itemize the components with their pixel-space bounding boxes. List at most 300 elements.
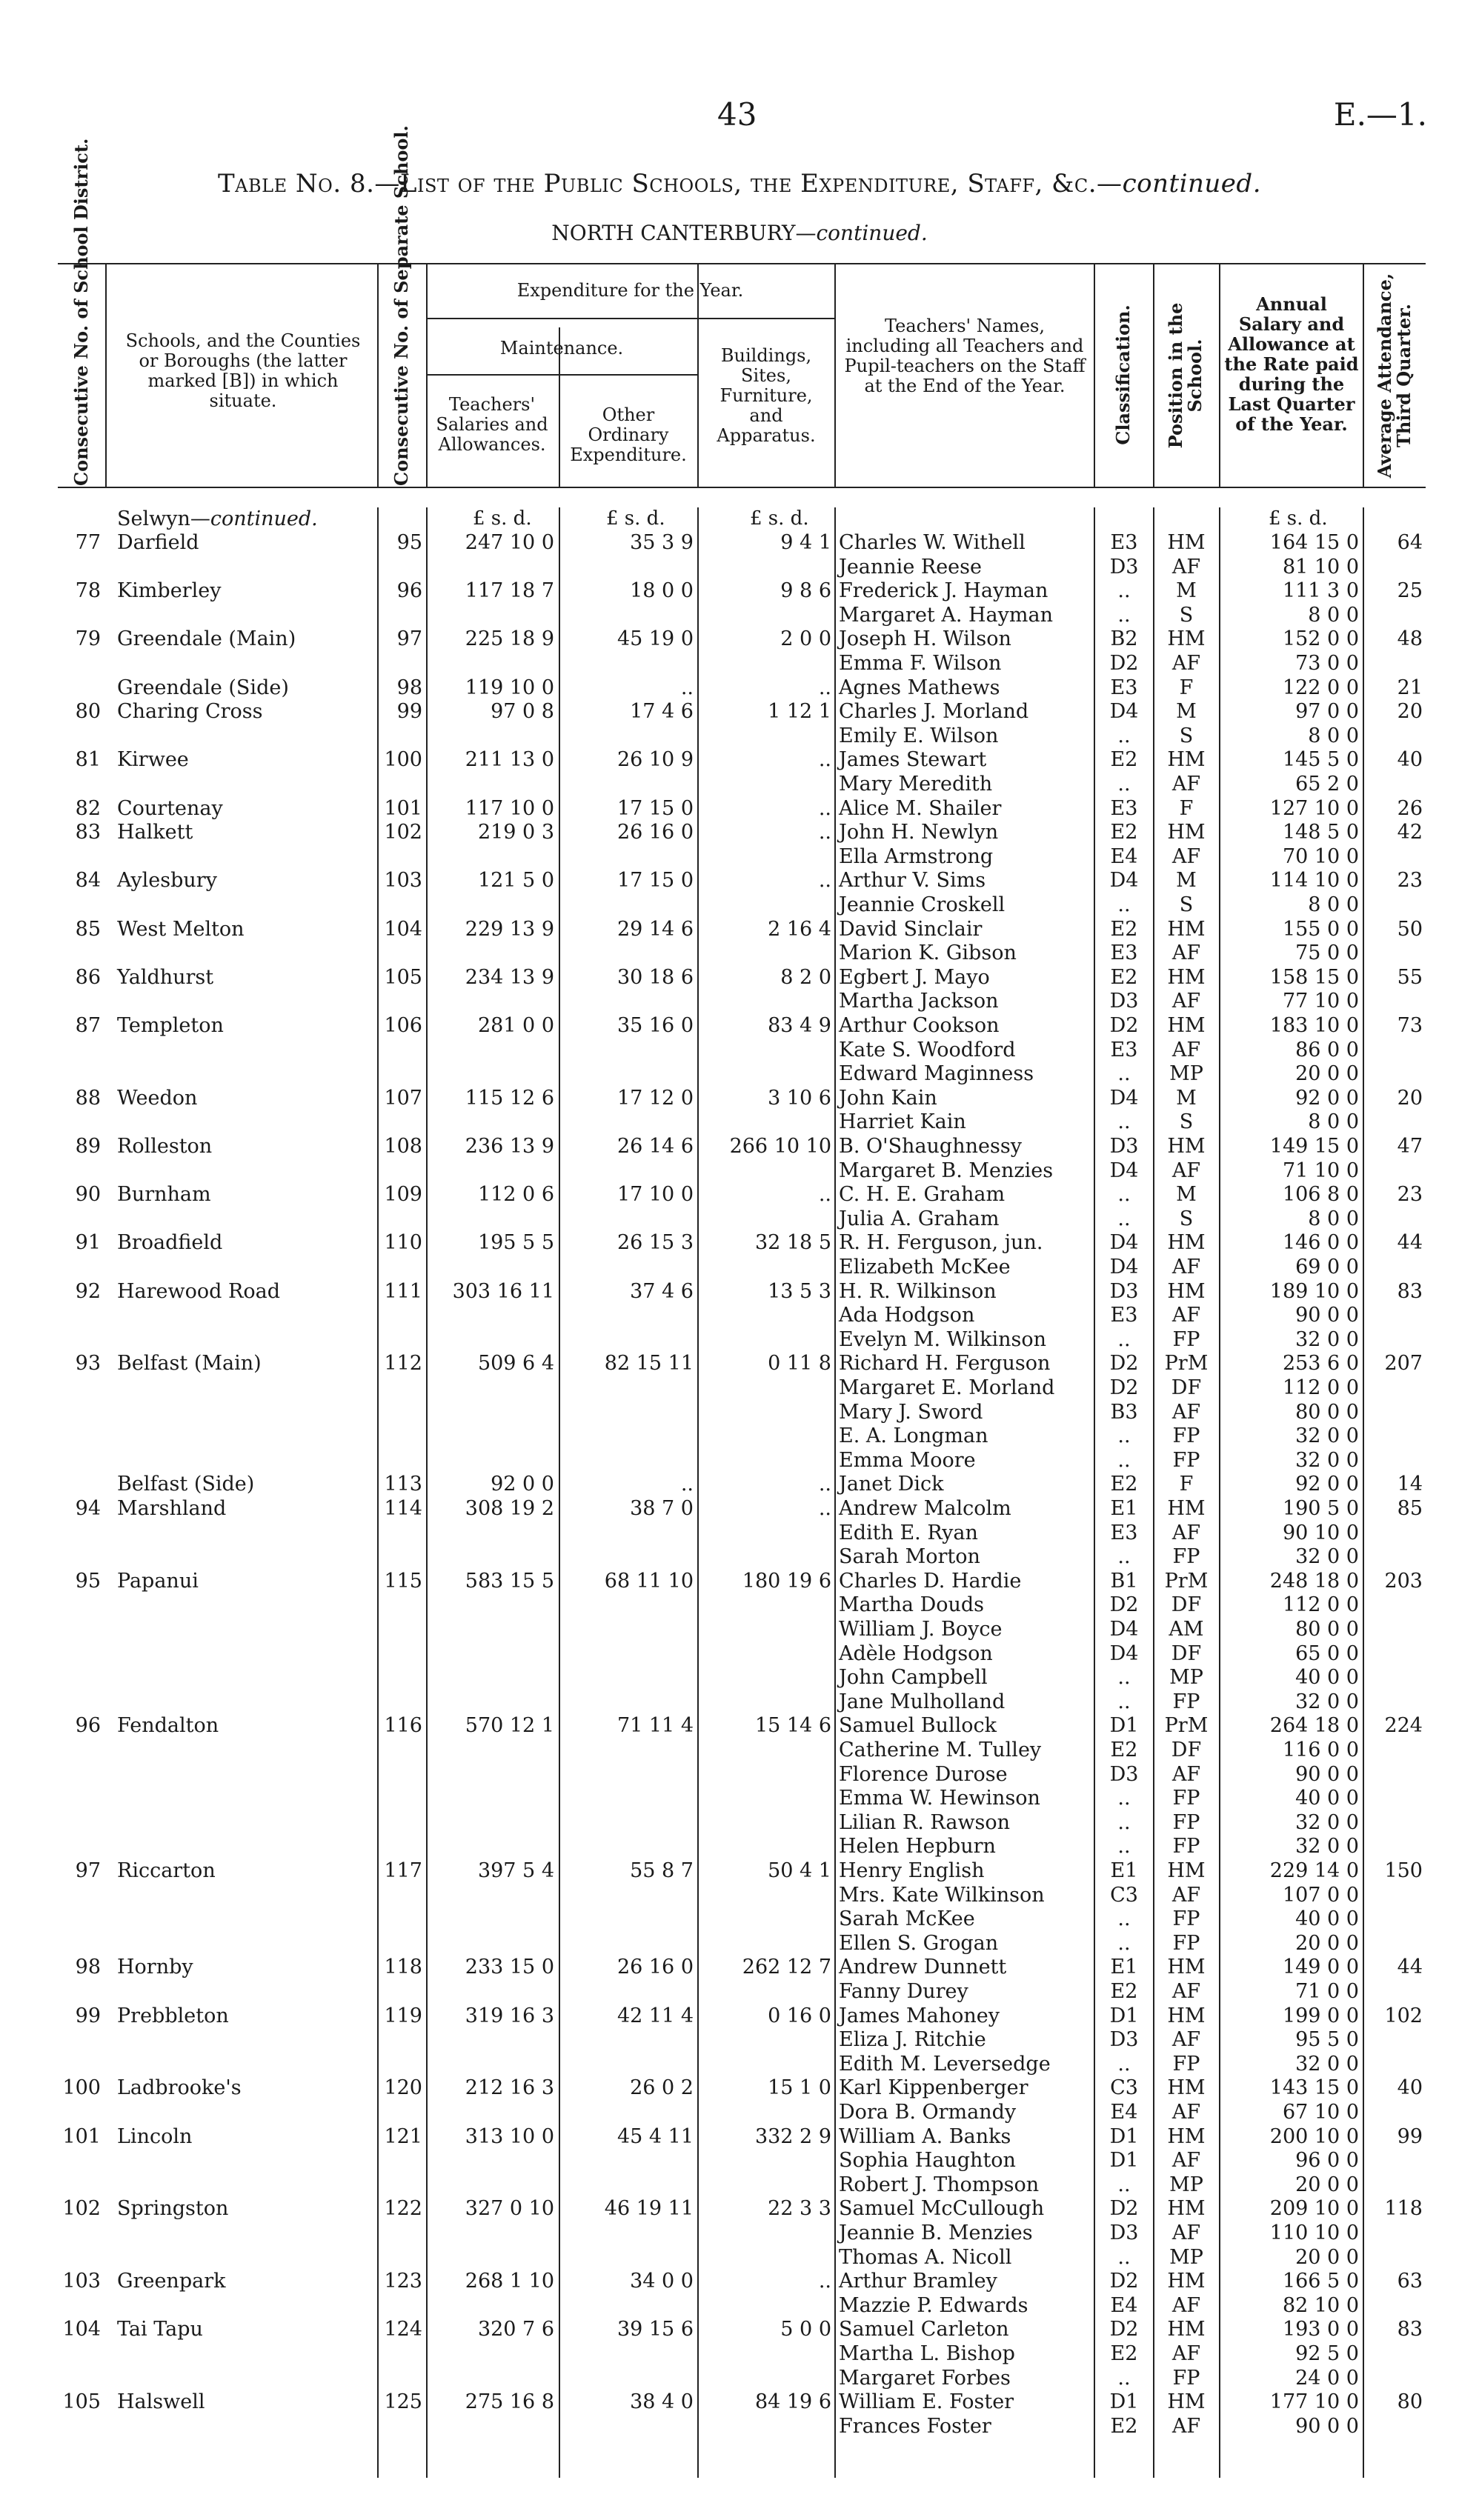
- buildings: 15 14 6: [754, 1714, 831, 1738]
- school-name: Kirwee: [117, 748, 189, 772]
- table-row: [58, 1521, 1426, 1545]
- buildings: ..: [818, 1183, 831, 1207]
- school-name: West Melton: [117, 917, 245, 941]
- other-expenditure: 35 16 0: [616, 1014, 694, 1037]
- salaries: 112 0 6: [477, 1183, 554, 1207]
- header-consecutive-district: Consecutive No. of School District.: [70, 138, 92, 486]
- position: AF: [1171, 2221, 1201, 2244]
- header-maintenance: Maintenance.: [499, 338, 624, 359]
- annual-salary: 32 0 0: [1295, 1327, 1359, 1351]
- average-attendance: 42: [1397, 821, 1423, 844]
- separate-number: 100: [384, 748, 422, 772]
- annual-salary: 69 0 0: [1295, 1256, 1359, 1279]
- teacher-name: Catherine M. Tulley: [839, 1739, 1042, 1761]
- separate-number: 117: [384, 1859, 422, 1882]
- salaries: 211 13 0: [465, 748, 554, 772]
- other-expenditure: 17 12 0: [616, 1086, 694, 1110]
- position: AF: [1171, 2101, 1201, 2124]
- annual-salary: 80 0 0: [1295, 1618, 1359, 1641]
- position: HM: [1167, 1014, 1206, 1037]
- position: M: [1176, 1086, 1197, 1110]
- units-buildings: £ s. d.: [750, 507, 809, 530]
- classification: ..: [1117, 2052, 1131, 2076]
- teacher-name: Lilian R. Rawson: [839, 1810, 1011, 1834]
- table-row: [58, 652, 1426, 676]
- teacher-name: Charles J. Morland: [839, 700, 1029, 724]
- position: S: [1179, 893, 1194, 916]
- school-name: Marshland: [117, 1497, 227, 1520]
- table-row: [58, 1666, 1426, 1690]
- position: HM: [1167, 1231, 1206, 1255]
- table-row: [58, 1256, 1426, 1279]
- district-number: 94: [75, 1497, 101, 1520]
- position: AF: [1171, 941, 1201, 965]
- classification: E3: [1110, 1304, 1138, 1327]
- buildings: 0 16 0: [768, 2004, 831, 2027]
- teacher-name: Martha Douds: [839, 1593, 985, 1617]
- other-expenditure: 71 11 4: [616, 1714, 694, 1738]
- table-row: [58, 2028, 1426, 2052]
- header-expenditure: Expenditure for the Year.: [516, 280, 744, 301]
- annual-salary: 67 10 0: [1282, 2101, 1359, 2124]
- units-annual: £ s. d.: [1269, 507, 1328, 530]
- teacher-name: David Sinclair: [839, 917, 983, 941]
- district-number: 97: [75, 1859, 101, 1882]
- annual-salary: 146 0 0: [1282, 1231, 1359, 1255]
- salaries: 327 0 10: [465, 2197, 554, 2221]
- school-name: Greendale (Main): [117, 627, 296, 651]
- classification: E3: [1110, 531, 1138, 554]
- district-number: 80: [75, 700, 101, 724]
- other-expenditure: 26 10 9: [616, 748, 694, 772]
- buildings: 1 12 1: [768, 700, 831, 724]
- classification: ..: [1117, 603, 1131, 627]
- district-number: 103: [62, 2270, 101, 2293]
- teacher-name: James Mahoney: [839, 2004, 1000, 2027]
- table-title-main: List of the Public Schools, the Expenditure, Staff, &c.—: [399, 169, 1123, 199]
- separate-number: 125: [384, 2390, 422, 2414]
- classification: ..: [1117, 1183, 1131, 1207]
- classification: E1: [1110, 1956, 1138, 1979]
- table-row: [58, 1183, 1426, 1207]
- salaries: 281 0 0: [477, 1014, 554, 1037]
- teacher-name: Mazzie P. Edwards: [839, 2293, 1028, 2317]
- teacher-name: E. A. Longman: [839, 1424, 988, 1448]
- district-number: 78: [75, 579, 101, 603]
- classification: ..: [1117, 1327, 1131, 1351]
- table-row: [58, 869, 1426, 893]
- classification: E3: [1110, 1038, 1138, 1061]
- classification: E2: [1110, 1739, 1138, 1761]
- teacher-name: B. O'Shaughnessy: [839, 1135, 1022, 1158]
- position: PrM: [1164, 1352, 1209, 1376]
- district-number: 90: [75, 1183, 101, 1207]
- average-attendance: 44: [1397, 1956, 1423, 1979]
- annual-salary: 80 0 0: [1295, 1400, 1359, 1424]
- header-average-attendance: Average Attendance, Third Quarter.: [1374, 273, 1415, 479]
- position: AF: [1171, 1304, 1201, 1327]
- buildings: 32 18 5: [754, 1231, 831, 1255]
- classification: D3: [1109, 1135, 1139, 1158]
- classification: E4: [1110, 2101, 1138, 2124]
- teacher-name: C. H. E. Graham: [839, 1183, 1006, 1207]
- separate-number: 119: [384, 2004, 422, 2027]
- school-name: Rolleston: [117, 1135, 213, 1158]
- table-row: [58, 2076, 1426, 2100]
- buildings: 0 11 8: [768, 1352, 831, 1376]
- other-expenditure: 45 19 0: [616, 627, 694, 651]
- average-attendance: 83: [1397, 2318, 1423, 2341]
- classification: E4: [1110, 844, 1138, 868]
- annual-salary: 200 10 0: [1269, 2124, 1359, 2148]
- salaries: 225 18 9: [465, 627, 554, 651]
- salaries: 233 15 0: [465, 1956, 554, 1979]
- annual-salary: 158 15 0: [1269, 965, 1359, 989]
- annual-salary: 110 10 0: [1269, 2221, 1359, 2244]
- position: HM: [1167, 917, 1206, 941]
- salaries: 303 16 11: [452, 1279, 554, 1303]
- average-attendance: 102: [1384, 2004, 1423, 2027]
- district-number: 86: [75, 965, 101, 989]
- classification: E1: [1110, 1859, 1138, 1882]
- table-subtitle: [0, 221, 1479, 245]
- buildings: 266 10 10: [729, 1135, 831, 1158]
- table-row: [58, 2197, 1426, 2221]
- buildings: 2 16 4: [768, 917, 831, 941]
- position: AF: [1171, 1256, 1201, 1279]
- separate-number: 121: [384, 2124, 422, 2148]
- separate-number: 108: [384, 1135, 422, 1158]
- annual-salary: 92 0 0: [1295, 1473, 1359, 1496]
- separate-number: 116: [384, 1714, 422, 1738]
- average-attendance: 47: [1397, 1135, 1423, 1158]
- county-subheading: [117, 507, 318, 530]
- position: DF: [1171, 1376, 1202, 1399]
- header-schools: Schools, and the Counties or Boroughs (the latter marked [B]) in which situate.: [125, 330, 361, 411]
- buildings: 5 0 0: [780, 2318, 831, 2341]
- position: FP: [1172, 1787, 1200, 1810]
- table-row: [58, 2101, 1426, 2124]
- annual-salary: 8 0 0: [1308, 724, 1359, 747]
- teacher-name: Edward Maginness: [839, 1062, 1034, 1086]
- position: FP: [1172, 1690, 1200, 1713]
- annual-salary: 248 18 0: [1269, 1569, 1359, 1593]
- buildings: ..: [818, 796, 831, 820]
- salaries: 308 19 2: [465, 1497, 554, 1520]
- salaries: 570 12 1: [465, 1714, 554, 1738]
- position: AF: [1171, 990, 1201, 1013]
- table-row: [58, 531, 1426, 555]
- position: AF: [1171, 2149, 1201, 2173]
- teacher-name: Sarah McKee: [839, 1907, 975, 1931]
- teacher-name: Thomas A. Nicoll: [839, 2245, 1012, 2269]
- average-attendance: 83: [1397, 1279, 1423, 1303]
- table-row: [58, 1690, 1426, 1714]
- average-attendance: 20: [1397, 700, 1423, 724]
- classification: E4: [1110, 2293, 1138, 2317]
- table-row: [58, 1110, 1426, 1134]
- classification: ..: [1117, 773, 1131, 796]
- annual-salary: 190 5 0: [1282, 1497, 1359, 1520]
- classification: E1: [1110, 1497, 1138, 1520]
- buildings: 9 4 1: [780, 531, 831, 554]
- salaries: 117 10 0: [465, 796, 554, 820]
- annual-salary: 96 0 0: [1295, 2149, 1359, 2173]
- average-attendance: 14: [1397, 1473, 1423, 1496]
- page-number: 43: [717, 96, 757, 133]
- annual-salary: 40 0 0: [1295, 1787, 1359, 1810]
- separate-number: 120: [384, 2076, 422, 2100]
- position: PrM: [1164, 1714, 1209, 1738]
- annual-salary: 82 10 0: [1282, 2293, 1359, 2317]
- buildings: 83 4 9: [768, 1014, 831, 1037]
- table-row: [58, 1231, 1426, 1255]
- teacher-name: Martha Jackson: [839, 990, 999, 1013]
- position: PrM: [1164, 1569, 1209, 1593]
- school-name: Halkett: [117, 821, 193, 844]
- salaries: 119 10 0: [465, 676, 554, 699]
- classification: D4: [1109, 1086, 1139, 1110]
- teacher-name: Emma W. Hewinson: [839, 1787, 1040, 1810]
- table-row: [58, 1714, 1426, 1738]
- school-name: Papanui: [117, 1569, 199, 1593]
- teacher-name: Florence Durose: [839, 1762, 1008, 1786]
- other-expenditure: 26 14 6: [616, 1135, 694, 1158]
- classification: ..: [1117, 1666, 1131, 1690]
- annual-salary: 122 0 0: [1282, 676, 1359, 699]
- salaries: 397 5 4: [477, 1859, 554, 1882]
- teacher-name: Alice M. Shailer: [839, 796, 1002, 820]
- table-row: [58, 1859, 1426, 1883]
- header-separate-school: Consecutive No. of Separate School.: [390, 125, 412, 486]
- other-expenditure: 82 15 11: [604, 1352, 694, 1376]
- average-attendance: 118: [1384, 2197, 1423, 2221]
- average-attendance: 55: [1397, 965, 1423, 989]
- annual-salary: 229 14 0: [1269, 1859, 1359, 1882]
- annual-salary: 152 0 0: [1282, 627, 1359, 651]
- other-expenditure: ..: [680, 1473, 694, 1496]
- table-row: [58, 845, 1426, 869]
- salaries: 219 0 3: [477, 821, 554, 844]
- table-row: [58, 2221, 1426, 2245]
- table-row: [58, 1135, 1426, 1159]
- position: AF: [1171, 1400, 1201, 1424]
- table-row: [58, 2149, 1426, 2173]
- other-expenditure: 38 4 0: [630, 2390, 694, 2414]
- table-title-prefix: Table No. 8.—: [218, 169, 400, 199]
- table-row: [58, 627, 1426, 651]
- annual-salary: 189 10 0: [1269, 1279, 1359, 1303]
- position: HM: [1167, 1956, 1206, 1979]
- position: HM: [1167, 1279, 1206, 1303]
- teacher-name: Richard H. Ferguson: [839, 1352, 1051, 1376]
- annual-salary: 75 0 0: [1295, 941, 1359, 965]
- average-attendance: 99: [1397, 2124, 1423, 2148]
- school-name: Belfast (Main): [117, 1352, 262, 1376]
- annual-salary: 90 10 0: [1282, 1521, 1359, 1544]
- classification: E3: [1110, 941, 1138, 965]
- school-name: Springston: [117, 2197, 229, 2221]
- annual-salary: 145 5 0: [1282, 748, 1359, 772]
- teacher-name: Fanny Durey: [839, 1980, 968, 2003]
- classification: D2: [1109, 1014, 1139, 1037]
- annual-salary: 8 0 0: [1308, 1207, 1359, 1230]
- buildings: 9 8 6: [780, 579, 831, 603]
- teacher-name: Charles D. Hardie: [839, 1569, 1022, 1593]
- teacher-name: H. R. Wilkinson: [839, 1279, 997, 1303]
- average-attendance: 23: [1397, 1183, 1423, 1207]
- other-expenditure: 30 18 6: [616, 965, 694, 989]
- separate-number: 96: [396, 579, 422, 603]
- teacher-name: Margaret B. Menzies: [839, 1159, 1054, 1182]
- classification: ..: [1117, 1787, 1131, 1810]
- buildings: 50 4 1: [768, 1859, 831, 1882]
- table-row: [58, 1424, 1426, 1448]
- position: MP: [1169, 2245, 1203, 2269]
- classification: E2: [1110, 917, 1138, 941]
- average-attendance: 207: [1384, 1352, 1423, 1376]
- table-row: [58, 918, 1426, 941]
- annual-salary: 164 15 0: [1269, 531, 1359, 554]
- annual-salary: 77 10 0: [1282, 990, 1359, 1013]
- average-attendance: 80: [1397, 2390, 1423, 2414]
- teacher-name: Harriet Kain: [839, 1110, 966, 1134]
- position: FP: [1172, 1810, 1200, 1834]
- annual-salary: 71 0 0: [1295, 1980, 1359, 2003]
- table-row: [58, 2270, 1426, 2293]
- position: DF: [1171, 1641, 1202, 1665]
- other-expenditure: 34 0 0: [630, 2270, 694, 2293]
- table-row: [58, 2053, 1426, 2076]
- teacher-name: Martha L. Bishop: [839, 2342, 1015, 2365]
- school-name: Darfield: [117, 531, 199, 554]
- teacher-name: John Campbell: [839, 1666, 988, 1690]
- separate-number: 115: [384, 1569, 422, 1593]
- teacher-name: Jeannie Reese: [839, 555, 982, 579]
- classification: D1: [1109, 2004, 1139, 2027]
- annual-salary: 90 0 0: [1295, 2414, 1359, 2438]
- header-salaries: Teachers' Salaries and Allowances.: [436, 394, 548, 455]
- classification: B2: [1110, 627, 1138, 651]
- salaries: 229 13 9: [465, 917, 554, 941]
- annual-salary: 40 0 0: [1295, 1666, 1359, 1690]
- annual-salary: 32 0 0: [1295, 1835, 1359, 1859]
- table-row: [58, 1570, 1426, 1593]
- position: DF: [1171, 1739, 1202, 1761]
- position: AF: [1171, 2293, 1201, 2317]
- classification: ..: [1117, 1931, 1131, 1955]
- table-row: [58, 748, 1426, 772]
- separate-number: 107: [384, 1086, 422, 1110]
- classification: D2: [1109, 2197, 1139, 2221]
- table-row: [58, 1835, 1426, 1859]
- average-attendance: 85: [1397, 1497, 1423, 1520]
- table-row: [58, 1207, 1426, 1231]
- table-row: [58, 724, 1426, 748]
- buildings: 8 2 0: [780, 965, 831, 989]
- table-row: [58, 556, 1426, 579]
- annual-salary: 253 6 0: [1282, 1352, 1359, 1376]
- average-attendance: 21: [1397, 676, 1423, 699]
- classification: ..: [1117, 579, 1131, 603]
- position: AF: [1171, 1159, 1201, 1182]
- classification: D1: [1109, 1714, 1139, 1738]
- annual-salary: 8 0 0: [1308, 603, 1359, 627]
- position: FP: [1172, 2052, 1200, 2076]
- annual-salary: 166 5 0: [1282, 2270, 1359, 2293]
- school-name: Halswell: [117, 2390, 205, 2414]
- table-row: [58, 1618, 1426, 1641]
- teacher-name: Samuel Bullock: [839, 1714, 997, 1738]
- district-number: 91: [75, 1231, 101, 1255]
- salaries: 268 1 10: [465, 2270, 554, 2293]
- table-row: [58, 1811, 1426, 1835]
- table-row: [58, 1739, 1426, 1762]
- position: HM: [1167, 2004, 1206, 2027]
- district-number: 84: [75, 869, 101, 893]
- table-row: [58, 990, 1426, 1013]
- table-row: [58, 700, 1426, 724]
- position: AF: [1171, 2414, 1201, 2438]
- buildings: ..: [818, 1473, 831, 1496]
- salaries: 195 5 5: [477, 1231, 554, 1255]
- region-continued: continued.: [816, 221, 928, 245]
- classification: ..: [1117, 1448, 1131, 1472]
- classification: ..: [1117, 893, 1131, 916]
- table-row: [58, 1401, 1426, 1424]
- district-number: 104: [62, 2318, 101, 2341]
- classification: ..: [1117, 1062, 1131, 1086]
- table-row: [58, 2246, 1426, 2270]
- school-name: Hornby: [117, 1956, 193, 1979]
- classification: ..: [1117, 1907, 1131, 1931]
- school-name: Broadfield: [117, 1231, 223, 1255]
- salaries: 236 13 9: [465, 1135, 554, 1158]
- other-expenditure: 38 7 0: [630, 1497, 694, 1520]
- annual-salary: 149 15 0: [1269, 1135, 1359, 1158]
- classification: C3: [1110, 1883, 1138, 1907]
- buildings: ..: [818, 676, 831, 699]
- district-number: 88: [75, 1086, 101, 1110]
- position: HM: [1167, 748, 1206, 772]
- position: AF: [1171, 773, 1201, 796]
- table-row: [58, 2125, 1426, 2149]
- annual-salary: 24 0 0: [1295, 2366, 1359, 2390]
- other-expenditure: 42 11 4: [616, 2004, 694, 2027]
- table-row: [58, 1545, 1426, 1569]
- classification: E3: [1110, 1521, 1138, 1544]
- table-row: [58, 1159, 1426, 1183]
- annual-salary: 65 0 0: [1295, 1641, 1359, 1665]
- average-attendance: 50: [1397, 917, 1423, 941]
- average-attendance: 64: [1397, 531, 1423, 554]
- average-attendance: 150: [1384, 1859, 1423, 1882]
- separate-number: 123: [384, 2270, 422, 2293]
- annual-salary: 32 0 0: [1295, 1810, 1359, 1834]
- classification: D3: [1109, 1279, 1139, 1303]
- table-row: [58, 1763, 1426, 1787]
- table-row: [58, 2173, 1426, 2197]
- average-attendance: 40: [1397, 2076, 1423, 2100]
- position: HM: [1167, 2076, 1206, 2100]
- teacher-name: James Stewart: [839, 748, 987, 772]
- buildings: 22 3 3: [768, 2197, 831, 2221]
- position: HM: [1167, 2318, 1206, 2341]
- teacher-name: Emma Moore: [839, 1448, 976, 1472]
- annual-salary: 20 0 0: [1295, 2245, 1359, 2269]
- annual-salary: 116 0 0: [1282, 1739, 1359, 1761]
- position: M: [1176, 700, 1197, 724]
